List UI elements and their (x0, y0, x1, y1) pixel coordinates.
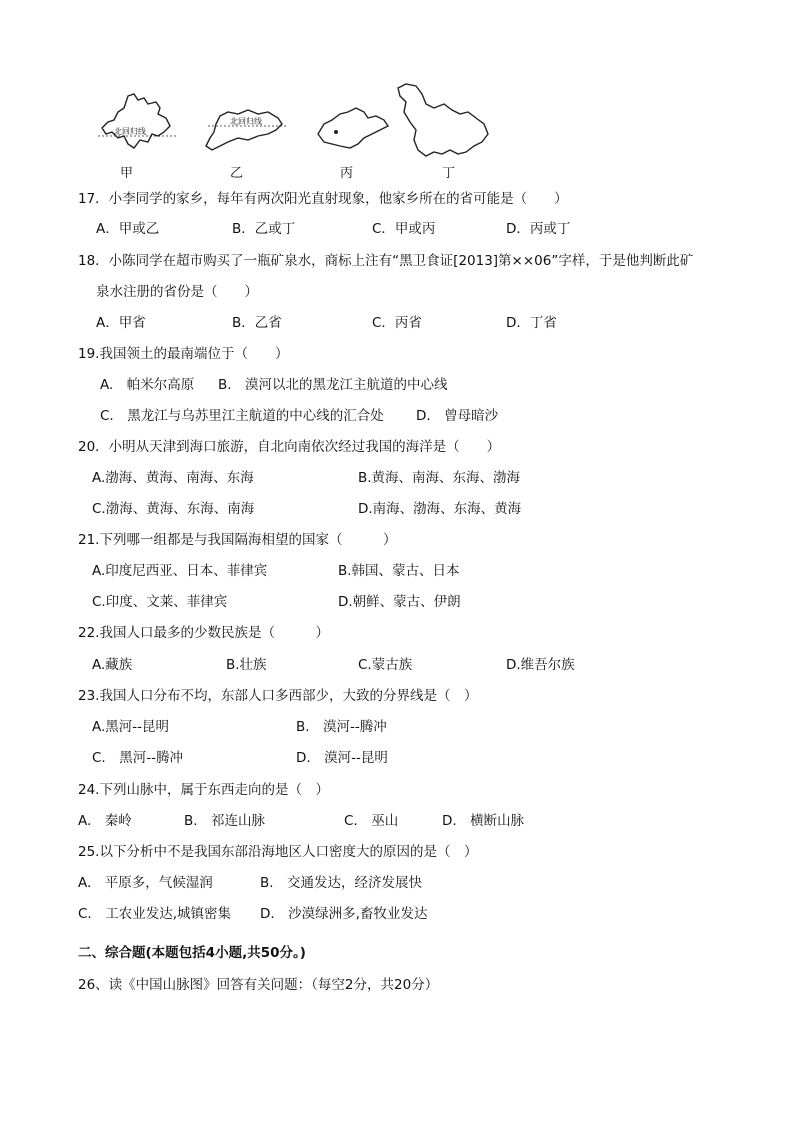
question-19-stem: 19.我国领土的最南端位于（ ） (78, 346, 289, 362)
question-17-stem: 17．小李同学的家乡，每年有两次阳光直射现象，他家乡所在的省可能是（ ） (78, 191, 568, 207)
q19-option-d: D. 曾母暗沙 (416, 408, 499, 424)
q25-option-c: C. 工农业发达,城镇密集 (78, 906, 232, 922)
q19-option-a: A. 帕米尔高原 (100, 377, 195, 393)
heilongjiang-outline-icon (392, 82, 492, 162)
q17-option-a: A．甲或乙 (96, 221, 160, 237)
q24-option-a: A. 秦岭 (78, 813, 132, 829)
section-2-title: 二、综合题(本题包括4小题,共50分。) (78, 945, 306, 961)
q22-option-a: A.藏族 (92, 657, 133, 673)
guangdong-outline-icon (198, 108, 288, 154)
q17-option-b: B．乙或丁 (232, 221, 296, 237)
q19-option-c: C. 黑龙江与乌苏里江主航道的中心线的汇合处 (100, 408, 384, 424)
q17-option-c: C．甲或丙 (372, 221, 436, 237)
q22-option-b: B.壮族 (226, 657, 267, 673)
map-label-bing: 丙 (340, 166, 354, 181)
shandong-outline-icon (312, 104, 392, 154)
q20-option-a: A.渤海、黄海、南海、东海 (92, 470, 254, 486)
question-20-stem: 20．小明从天津到海口旅游，自北向南依次经过我国的海洋是（ ） (78, 439, 501, 455)
q18-option-d: D．丁省 (506, 315, 557, 331)
question-23-stem: 23.我国人口分布不均，东部人口多西部少，大致的分界线是（ ） (78, 688, 478, 704)
q22-option-d: D.维吾尔族 (506, 657, 575, 673)
q18-option-c: C．丙省 (372, 315, 422, 331)
tropic-label-yi: 北回归线 (230, 117, 262, 126)
q23-option-a: A.黑河--昆明 (92, 719, 170, 735)
map-label-yi: 乙 (230, 166, 244, 181)
question-21-stem: 21.下列哪一组都是与我国隔海相望的国家（ ） (78, 532, 397, 548)
q24-option-c: C. 巫山 (344, 813, 399, 829)
question-18-stem-line2: 泉水注册的省份是（ ） (96, 284, 258, 300)
question-25-stem: 25.以下分析中不是我国东部沿海地区人口密度大的原因的是（ ） (78, 844, 478, 860)
map-label-jia: 甲 (120, 166, 134, 181)
q21-option-a: A.印度尼西亚、日本、菲律宾 (92, 563, 268, 579)
question-24-stem: 24.下列山脉中，属于东西走向的是（ ） (78, 782, 329, 798)
q21-option-d: D.朝鲜、蒙古、伊朗 (338, 594, 461, 610)
tropic-label-jia: 北回归线 (114, 127, 146, 136)
q21-option-b: B.韩国、蒙古、日本 (338, 563, 460, 579)
q23-option-b: B. 漠河--腾冲 (296, 719, 387, 735)
q24-option-d: D. 横断山脉 (442, 813, 525, 829)
q19-option-b: B. 漠河以北的黑龙江主航道的中心线 (218, 377, 448, 393)
q24-option-b: B. 祁连山脉 (184, 813, 266, 829)
q25-option-a: A. 平原多，气候湿润 (78, 875, 213, 891)
q20-option-c: C.渤海、黄海、东海、南海 (92, 501, 255, 517)
q23-option-c: C. 黑河--腾冲 (92, 750, 183, 766)
q17-option-d: D．丙或丁 (506, 221, 571, 237)
q25-option-b: B. 交通发达，经济发展快 (260, 875, 423, 891)
q23-option-d: D. 漠河--昆明 (296, 750, 388, 766)
province-maps (90, 82, 510, 182)
q18-option-a: A．甲省 (96, 315, 146, 331)
yunnan-outline-icon (98, 92, 176, 154)
q18-option-b: B．乙省 (232, 315, 282, 331)
q22-option-c: C.蒙古族 (358, 657, 413, 673)
question-22-stem: 22.我国人口最多的少数民族是（ ） (78, 625, 329, 641)
map-label-ding: 丁 (442, 166, 456, 181)
q21-option-c: C.印度、文莱、菲律宾 (92, 594, 228, 610)
q20-option-d: D.南海、渤海、东海、黄海 (358, 501, 522, 517)
q25-option-d: D. 沙漠绿洲多,畜牧业发达 (260, 906, 428, 922)
question-18-stem-line1: 18．小陈同学在超市购买了一瓶矿泉水，商标上注有“黑卫食证[2013]第××06”字样，于是他判断此矿 (78, 253, 694, 269)
question-26-stem: 26、读《中国山脉图》回答有关问题：（每空2分，共20分） (78, 977, 439, 993)
q20-option-b: B.黄海、南海、东海、渤海 (358, 470, 521, 486)
